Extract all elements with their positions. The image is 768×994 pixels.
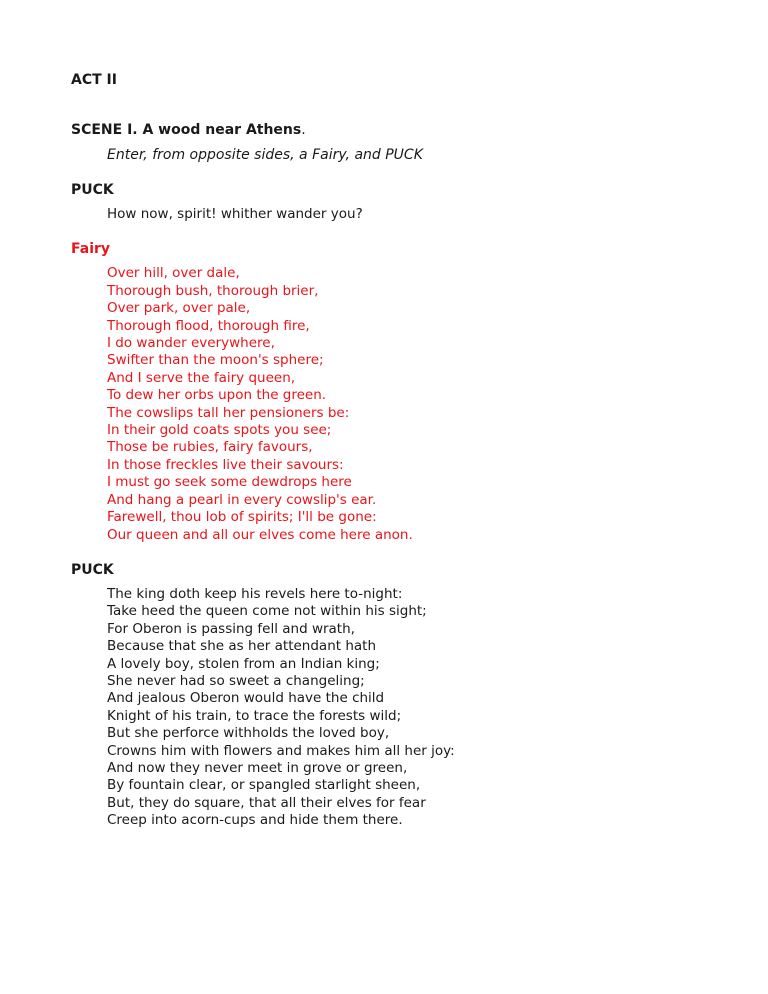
speech-puck-1 <box>107 206 751 223</box>
speech-line: Thorough bush, thorough brier, <box>107 282 319 299</box>
stage-direction: Enter, from opposite sides, a Fairy, and PUCK <box>107 147 423 163</box>
speech-line: Thorough flood, thorough fire, <box>107 317 310 334</box>
speech-line: But she perforce withholds the loved boy, <box>107 725 390 742</box>
speaker-fairy: Fairy <box>71 241 111 258</box>
speech-line: How now, spirit! whither wander you? <box>107 206 363 222</box>
speech-line: To dew her orbs upon the green. <box>107 387 327 404</box>
speech-line: Take heed the queen come not within his sight; <box>107 603 427 620</box>
speech-line: Over hill, over dale, <box>107 265 240 282</box>
act-heading: ACT II <box>71 72 117 88</box>
speech-line: Crowns him with flowers and makes him all her joy: <box>107 742 455 759</box>
speech-line: The king doth keep his revels here to-night: <box>107 585 403 602</box>
speech-line: And jealous Oberon would have the child <box>107 690 385 707</box>
speech-puck-2 <box>107 586 751 830</box>
speech-line: And hang a pearl in every cowslip's ear. <box>107 491 377 508</box>
speech-line: She never had so sweet a changeling; <box>107 672 365 689</box>
scene-title: SCENE I. A wood near Athens <box>71 122 302 138</box>
speaker-puck: PUCK <box>71 561 114 578</box>
speech-line: But, they do square, that all their elves for fear <box>107 794 426 811</box>
speech-line: I must go seek some dewdrops here <box>107 474 352 491</box>
speaker-puck: PUCK <box>71 182 114 198</box>
speech-line: In their gold coats spots you see; <box>107 422 332 439</box>
speech-line: By fountain clear, or spangled starlight sheen, <box>107 777 421 794</box>
speech-fairy <box>107 265 751 544</box>
speech-line: Creep into acorn-cups and hide them there. <box>107 812 403 829</box>
script-page <box>71 71 751 830</box>
speech-line: Those be rubies, fairy favours, <box>107 439 313 456</box>
speech-line: Knight of his train, to trace the forests wild; <box>107 707 402 724</box>
scene-heading <box>71 121 751 139</box>
speech-line: Our queen and all our elves come here anon. <box>107 526 413 543</box>
speech-line: A lovely boy, stolen from an Indian king; <box>107 655 380 672</box>
speech-line: And now they never meet in grove or green, <box>107 759 408 776</box>
speech-line: The cowslips tall her pensioners be: <box>107 404 350 421</box>
speech-line: Over park, over pale, <box>107 300 251 317</box>
speech-line: Farewell, thou lob of spirits; I'll be gone: <box>107 509 377 526</box>
speech-line: And I serve the fairy queen, <box>107 369 296 386</box>
speech-line: Because that she as her attendant hath <box>107 638 377 655</box>
speech-line: Swifter than the moon's sphere; <box>107 352 324 369</box>
speech-line: In those freckles live their savours: <box>107 456 344 473</box>
speech-line: For Oberon is passing fell and wrath, <box>107 620 355 637</box>
scene-period: . <box>301 122 306 138</box>
speech-line: I do wander everywhere, <box>107 335 275 352</box>
